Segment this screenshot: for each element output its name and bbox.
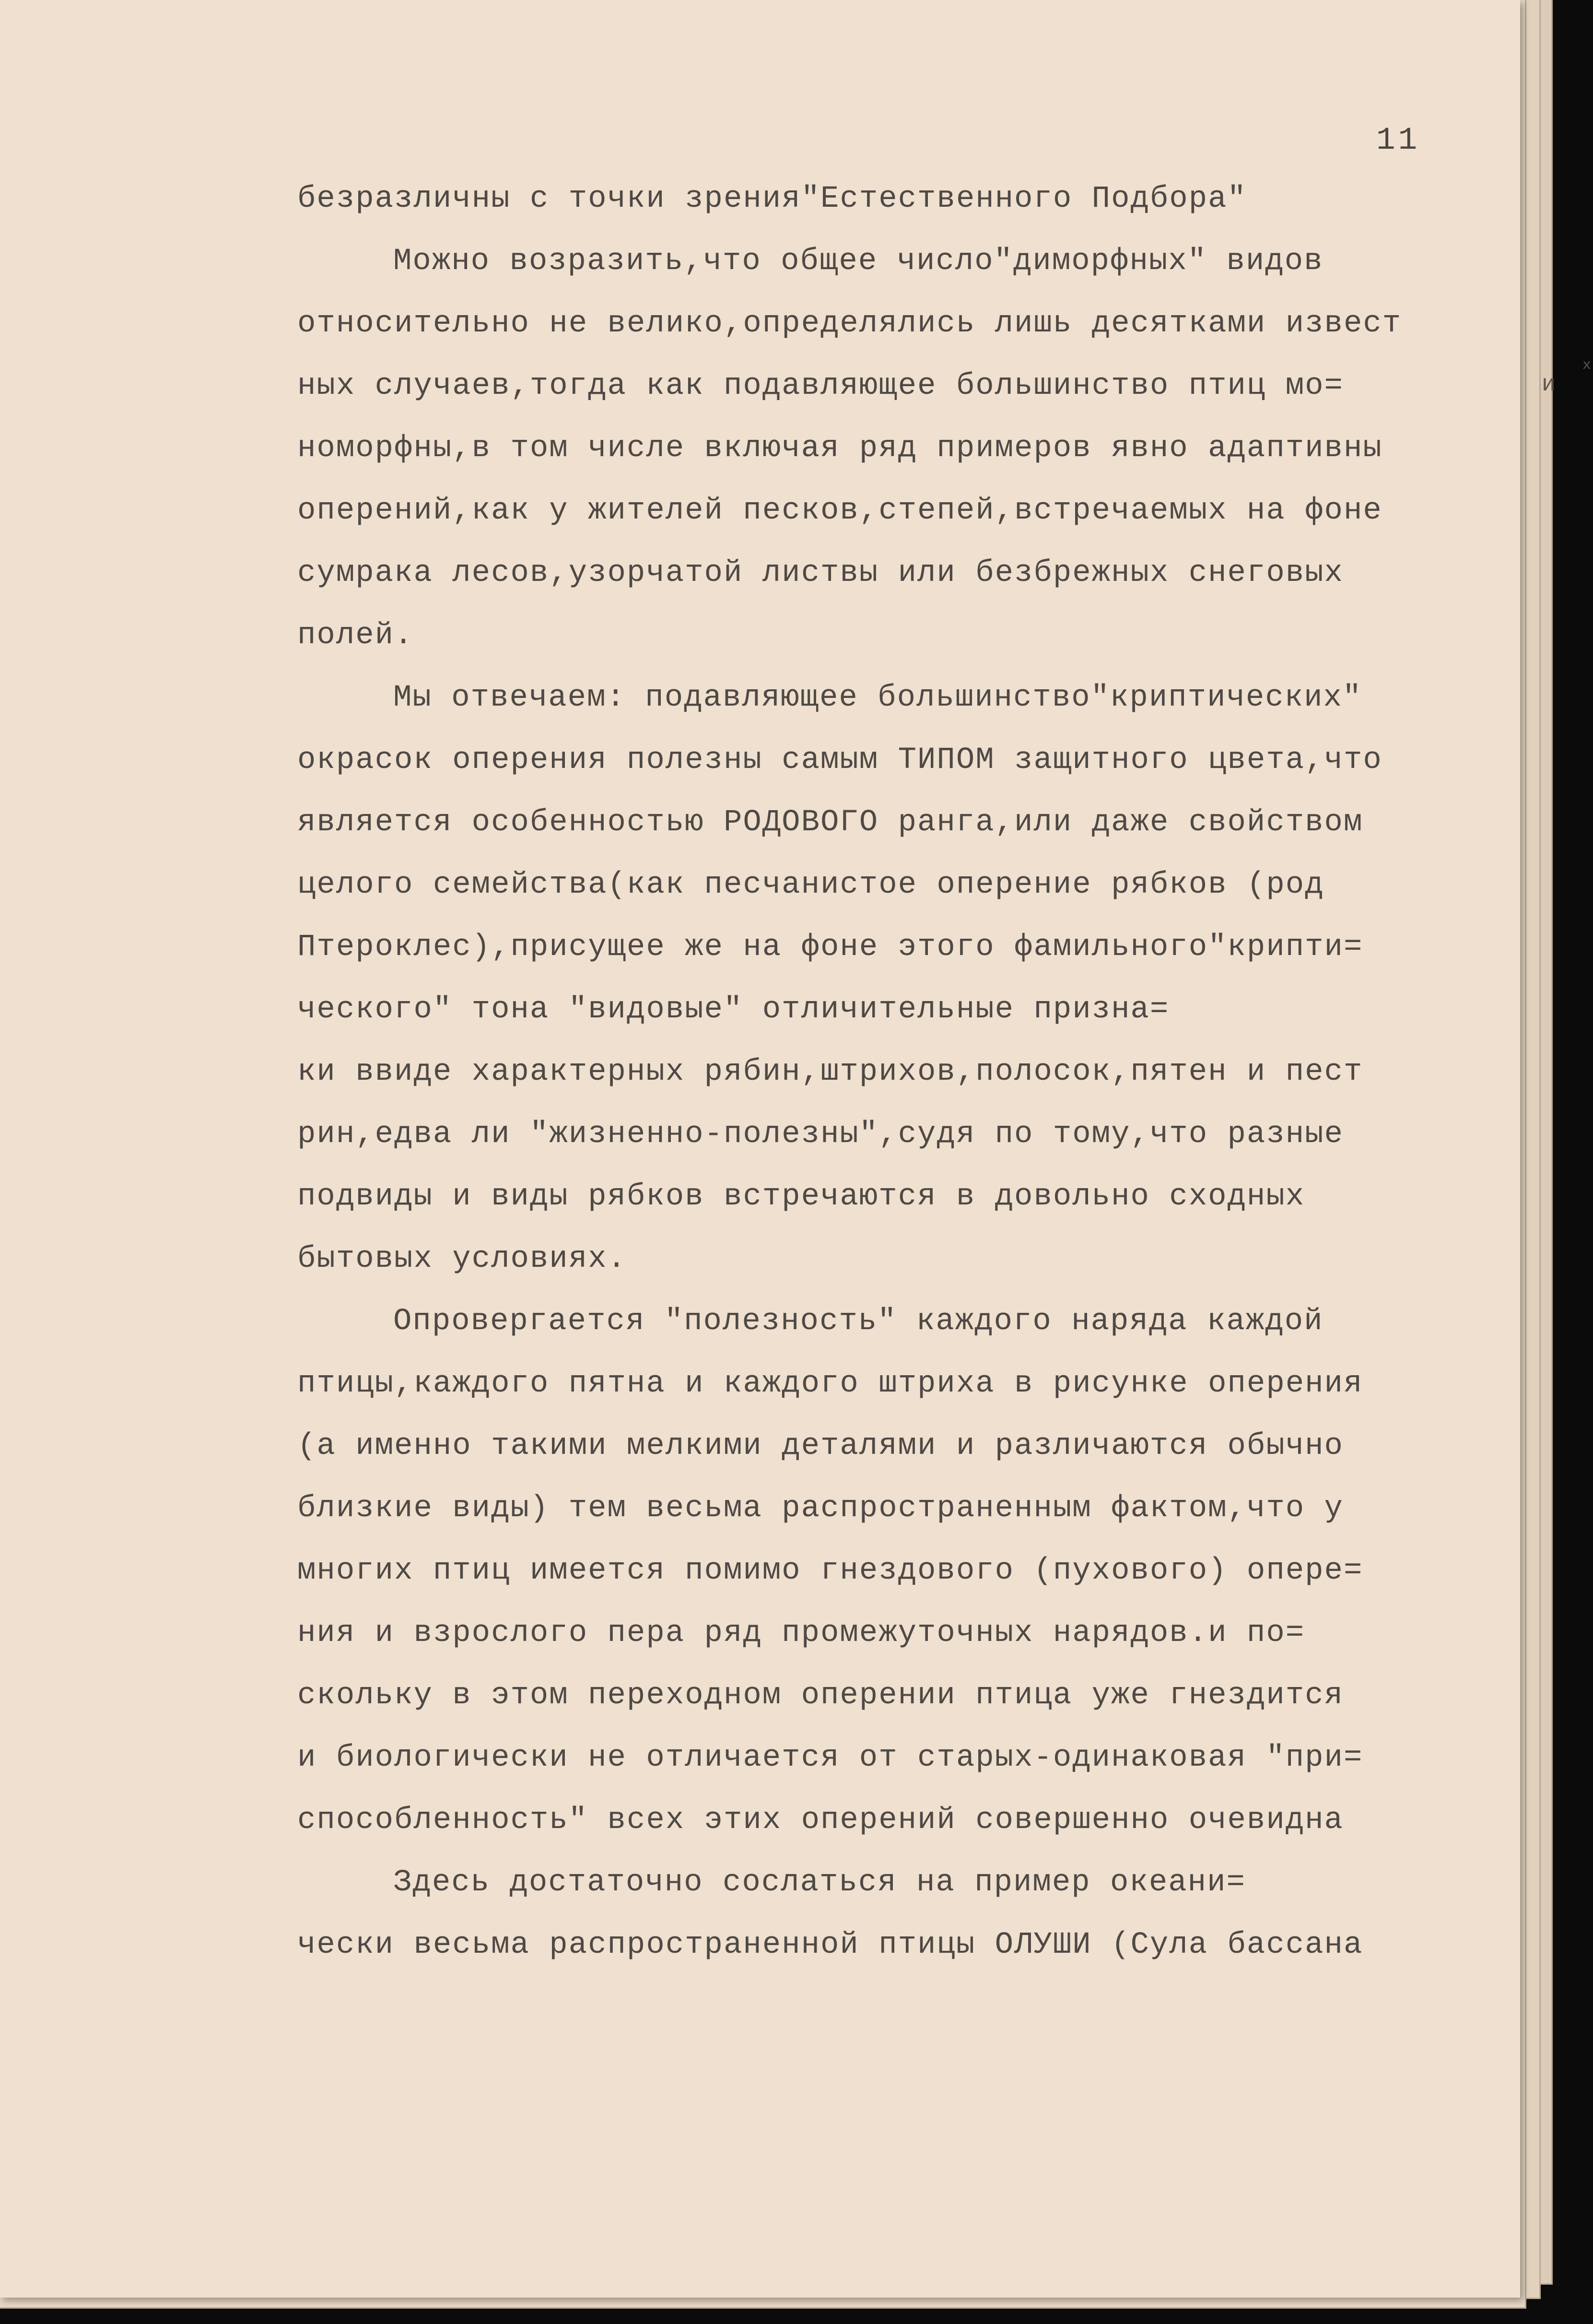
text-line: ческого" тона "видовые" отличительные призна= xyxy=(297,992,1170,1027)
text-line: безразличны с точки зрения"Естественного Подбора" xyxy=(297,182,1247,216)
text-line: подвиды и виды рябков встречаются в довольно сходных xyxy=(297,1180,1305,1214)
text-line: сумрака лесов,узорчатой листвы или безбрежных снеговых xyxy=(297,556,1344,590)
text-line: окрасок оперения полезны самым ТИПОМ защитного цвета,что xyxy=(297,743,1382,778)
text-line: и биологически не отличается от старых-одинаковая "при= xyxy=(297,1741,1363,1775)
page-number: 11 xyxy=(1376,122,1420,158)
margin-mark: и xyxy=(1542,372,1556,398)
text-line: Птероклес),присущее же на фоне этого фамильного"крипти= xyxy=(297,930,1363,965)
text-line: близкие виды) тем весьма распространенным фактом,что у xyxy=(297,1491,1344,1526)
margin-mark: х xyxy=(1582,357,1592,374)
text-line: оперений,как у жителей песков,степей,встречаемых на фоне xyxy=(297,494,1382,528)
text-line: (а именно такими мелкими деталями и различаются обычно xyxy=(297,1429,1344,1463)
text-line: Можно возразить,что общее число"диморфных" видов xyxy=(393,244,1324,279)
text-line: целого семейства(как песчанистое оперение рябков (род xyxy=(297,868,1324,902)
text-line: Здесь достаточно сослаться на пример океани= xyxy=(393,1865,1246,1900)
text-line: ния и взрослого пера ряд промежуточных нарядов.и по= xyxy=(297,1616,1305,1651)
text-line: птицы,каждого пятна и каждого штриха в рисунке оперения xyxy=(297,1367,1363,1401)
text-line: рин,едва ли "жизненно-полезны",судя по тому,что разные xyxy=(297,1117,1344,1152)
text-line: способленность" всех этих оперений совершенно очевидна xyxy=(297,1803,1344,1838)
text-line: ки ввиде характерных рябин,штрихов,полосок,пятен и пест xyxy=(297,1055,1363,1089)
text-line: скольку в этом переходном оперении птица уже гнездится xyxy=(297,1678,1344,1713)
page-body-text xyxy=(297,168,1520,1976)
text-line: является особенностью РОДОВОГО ранга,или даже свойством xyxy=(297,805,1363,840)
text-line: номорфны,в том числе включая ряд примеров явно адаптивны xyxy=(297,431,1382,466)
text-line: бытовых условиях. xyxy=(297,1242,627,1276)
text-line: Опровергается "полезность" каждого наряда каждой xyxy=(393,1304,1324,1339)
text-line: ных случаев,тогда как подавляющее большинство птиц мо= xyxy=(297,369,1344,403)
text-line: полей. xyxy=(297,618,414,653)
text-line: многих птиц имеется помимо гнездового (пухового) опере= xyxy=(297,1554,1363,1588)
text-line: чески весьма распространенной птицы ОЛУШИ (Сула бассана xyxy=(297,1928,1363,1962)
text-line: относительно не велико,определялись лишь десятками извест xyxy=(297,307,1402,341)
text-line: Мы отвечаем: подавляющее большинство"криптических" xyxy=(393,681,1362,715)
